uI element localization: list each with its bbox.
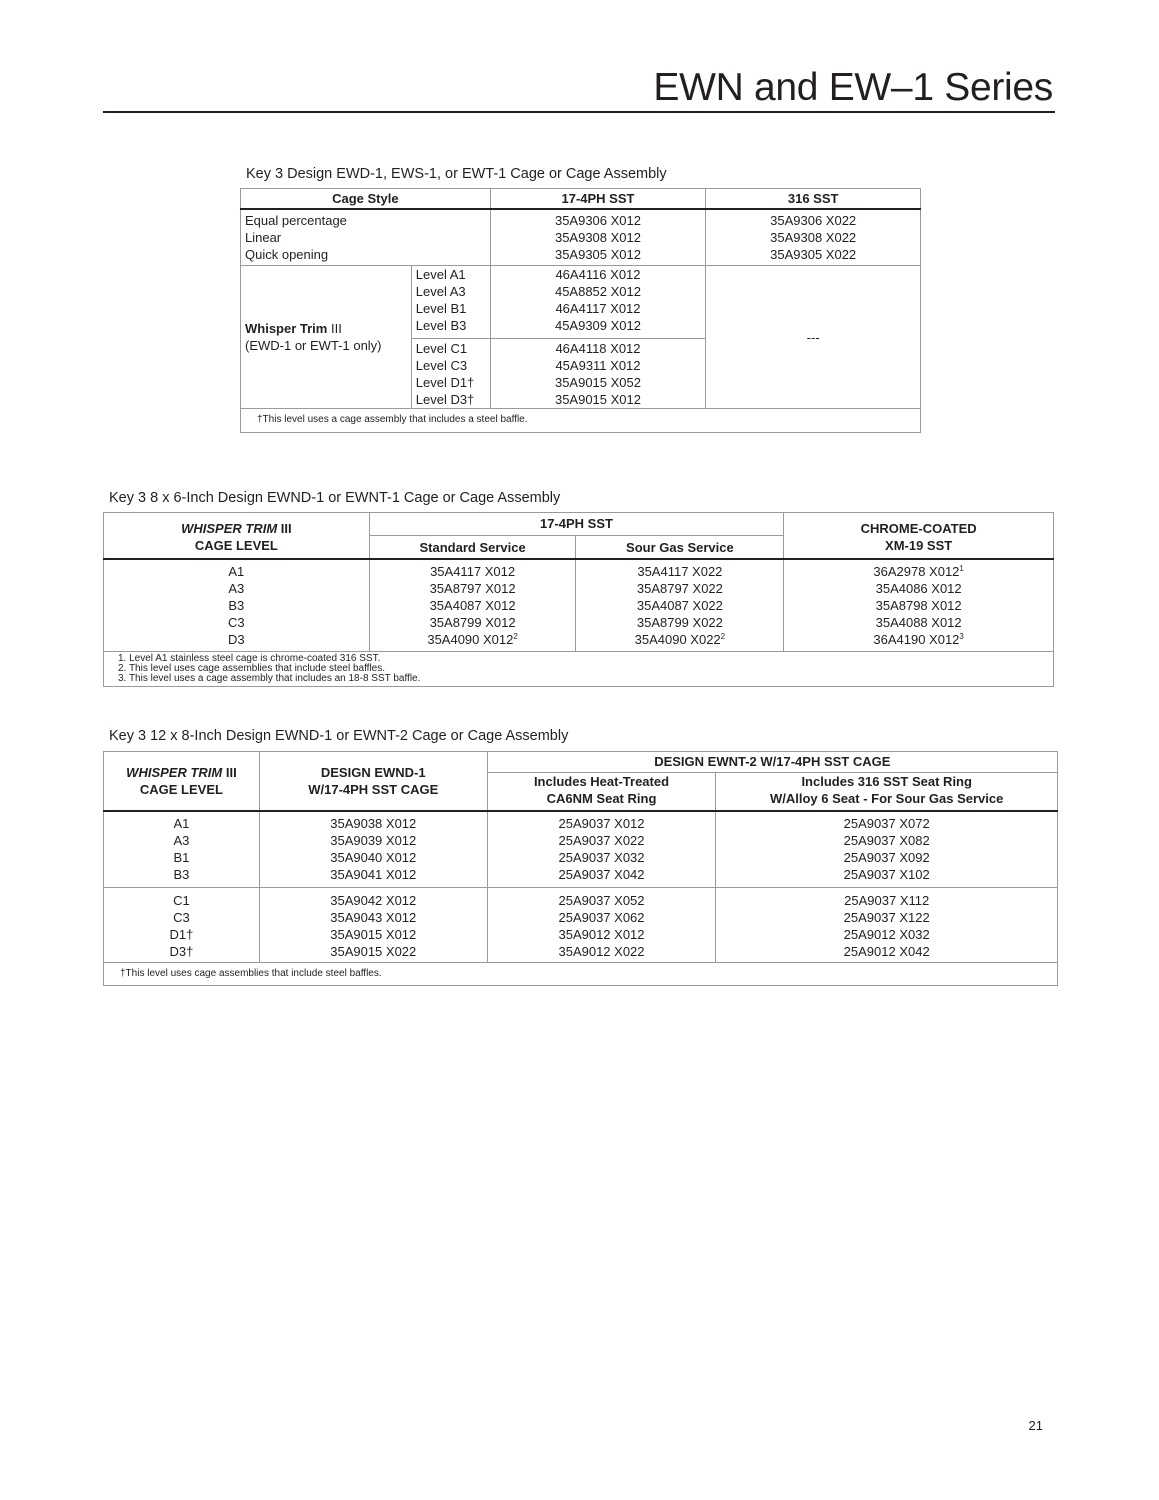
- table2-col-level: [104, 513, 370, 560]
- table1-row-a: 35A9305 X012: [490, 246, 706, 266]
- table3-level: C1: [104, 888, 260, 910]
- table3-ca6nm: 25A9037 X062: [487, 909, 716, 926]
- footnote: 3. This level uses a cage assembly that includes an 18-8 SST baffle.: [118, 673, 421, 684]
- value: 35A4087 X022: [636, 598, 723, 613]
- table3-level: A3: [173, 833, 190, 848]
- table2-std: [369, 614, 576, 631]
- table1-row-b: 35A9308 X022: [706, 229, 921, 246]
- table2-sour: [576, 559, 784, 580]
- table1-level: Level D1†: [415, 375, 475, 390]
- footnote-ref: 2: [720, 632, 726, 641]
- table2-level: C3: [228, 615, 245, 630]
- footnote: 2. This level uses cage assemblies that include steel baffles.: [118, 663, 386, 674]
- table1: [240, 188, 921, 433]
- table3-col-alloy: [716, 773, 1058, 812]
- value: 35A8799 X022: [636, 615, 723, 630]
- table2-level: A1: [228, 564, 245, 579]
- table3-alloy: 25A9037 X072: [716, 811, 1058, 832]
- table1-level-a: 46A4117 X012: [490, 300, 706, 317]
- table1-level-a: 35A9015 X052: [490, 374, 706, 391]
- value: 35A8797 X012: [429, 581, 516, 596]
- whisper-trim-note: (EWD-1 or EWT-1 only): [245, 338, 382, 353]
- table3-alloy: 25A9037 X092: [716, 849, 1058, 866]
- table1-level-a: 35A9015 X012: [490, 391, 706, 409]
- table-row: [104, 866, 1058, 888]
- cage-level-label: CAGE LEVEL: [139, 782, 223, 797]
- table1-header-row: [241, 189, 921, 210]
- table3-ewnd: 35A9038 X012: [259, 811, 487, 832]
- table-row: [104, 888, 1058, 910]
- table1-level: Level B3: [415, 318, 467, 333]
- table1-level: Level C1: [411, 339, 490, 358]
- table1-caption: Key 3 Design EWD-1, EWS-1, or EWT-1 Cage or Cage Assembly: [246, 166, 667, 182]
- table1-note: †This level uses a cage assembly that includes a steel baffle.: [241, 409, 921, 433]
- table3-col-ewnd: [259, 752, 487, 812]
- table2-std: [369, 597, 576, 614]
- table-row: [104, 614, 1054, 631]
- table3-ca6nm: 35A9012 X022: [487, 943, 716, 963]
- value: 36A2978 X012: [873, 564, 960, 579]
- table-row: [241, 266, 921, 284]
- table1-col-316: 316 SST: [706, 189, 921, 210]
- ewnd-cage-label: W/17-4PH SST CAGE: [308, 782, 439, 797]
- table3-col-group: DESIGN EWNT-2 W/17-4PH SST CAGE: [487, 752, 1057, 773]
- table1-level-a: 45A9311 X012: [490, 357, 706, 374]
- table2-sour: [576, 597, 784, 614]
- table-row: [241, 229, 921, 246]
- value: 35A8797 X022: [636, 581, 723, 596]
- table-row: [104, 597, 1054, 614]
- table1-level-a: 46A4118 X012: [490, 339, 706, 358]
- whisper-trim-label: Whisper Trim: [245, 321, 328, 336]
- table3-alloy: 25A9037 X112: [716, 888, 1058, 910]
- xm19-label: XM-19 SST: [885, 537, 953, 553]
- footnote-ref: 2: [513, 632, 518, 641]
- table3-ca6nm: 35A9012 X012: [487, 926, 716, 943]
- value: 35A8798 X012: [875, 598, 962, 613]
- table3-ewnd: 35A9043 X012: [259, 909, 487, 926]
- table1-col-174ph: 17-4PH SST: [490, 189, 706, 210]
- table1-level-a: 46A4116 X012: [490, 266, 706, 284]
- table1-row-style: Equal percentage: [245, 213, 347, 228]
- table2-std: [369, 559, 576, 580]
- heat-treated-label: Includes Heat-Treated: [533, 774, 670, 789]
- table-row: [104, 832, 1058, 849]
- table1-whisper-label: [241, 266, 412, 409]
- table1-dash: ---: [706, 266, 921, 409]
- table1-row-style: Linear: [245, 230, 282, 245]
- table3-ewnd: 35A9015 X022: [259, 943, 487, 963]
- whisper-trim-label: WHISPER TRIM: [181, 520, 278, 536]
- table1-col-cage-style: Cage Style: [241, 189, 491, 210]
- whisper-trim-suffix: III: [222, 765, 237, 780]
- table3-level: D3†: [169, 944, 194, 959]
- table3-level: B3: [173, 867, 190, 882]
- table-row: [241, 246, 921, 266]
- value: 35A4086 X012: [875, 581, 962, 596]
- table2-std: [369, 580, 576, 597]
- table-row: [104, 631, 1054, 652]
- value: 36A4190 X012: [873, 632, 960, 647]
- page-title: EWN and EW–1 Series: [653, 66, 1053, 109]
- table1-level-a: 45A9309 X012: [490, 317, 706, 339]
- table2-col-standard: Standard Service: [369, 536, 576, 560]
- table1-row-b: 35A9306 X022: [706, 209, 921, 229]
- cage-level-label: CAGE LEVEL: [194, 537, 278, 553]
- table3-ewnd: 35A9015 X012: [259, 926, 487, 943]
- whisper-trim-suffix: III: [327, 321, 342, 336]
- table2-notes-row: [104, 652, 1054, 687]
- table1-level: Level A3: [415, 284, 466, 299]
- design-ewnd-label: DESIGN EWND-1: [320, 765, 426, 780]
- table2-col-group: 17-4PH SST: [369, 513, 784, 536]
- table3-alloy: 25A9012 X042: [716, 943, 1058, 963]
- table2-level: B3: [228, 598, 245, 613]
- table-row: [104, 849, 1058, 866]
- table-row: [104, 943, 1058, 963]
- table-row: [104, 580, 1054, 597]
- table2-chrome: [784, 559, 1054, 580]
- chrome-coated-label: CHROME-COATED: [860, 520, 977, 536]
- table1-note-row: [241, 409, 921, 433]
- table3-ca6nm: 25A9037 X022: [487, 832, 716, 849]
- table3-alloy: 25A9037 X102: [716, 866, 1058, 888]
- table3: [103, 751, 1058, 986]
- table3-caption: Key 3 12 x 8-Inch Design EWND-1 or EWNT-2 Cage or Cage Assembly: [109, 728, 569, 744]
- table-row: [104, 909, 1058, 926]
- table2-caption: Key 3 8 x 6-Inch Design EWND-1 or EWNT-1 Cage or Cage Assembly: [109, 490, 561, 506]
- table1-row-style: Quick opening: [245, 247, 329, 262]
- table3-ca6nm: 25A9037 X042: [487, 866, 716, 888]
- table1-level: Level D3†: [415, 392, 475, 407]
- page-number: 21: [1028, 1418, 1043, 1433]
- value: 35A4090 X012: [427, 632, 514, 647]
- table1-level: Level B1: [415, 301, 467, 316]
- table1-row-a: 35A9308 X012: [490, 229, 706, 246]
- table-row: [241, 209, 921, 229]
- table2-level: D3: [228, 632, 245, 647]
- value: 35A4090 X022: [634, 632, 721, 647]
- table2-chrome: [784, 580, 1054, 597]
- table3-level: D1†: [169, 927, 194, 942]
- footnote: 1. Level A1 stainless steel cage is chrome-coated 316 SST.: [118, 653, 381, 664]
- footnote-ref: 1: [959, 564, 964, 573]
- value: 35A4117 X012: [430, 564, 516, 579]
- table3-ca6nm: 25A9037 X012: [487, 811, 716, 832]
- table2-std: [369, 631, 576, 652]
- table1-level: Level A1: [411, 266, 490, 284]
- table1-row-b: 35A9305 X022: [706, 246, 921, 266]
- table3-level: B1: [173, 850, 190, 865]
- table1-row-a: 35A9306 X012: [490, 209, 706, 229]
- table3-col-ca6nm: [487, 773, 716, 812]
- table-row: [104, 559, 1054, 580]
- table-row: [104, 811, 1058, 832]
- table3-ca6nm: 25A9037 X032: [487, 849, 716, 866]
- table2-chrome: [784, 597, 1054, 614]
- table3-level: C3: [173, 910, 190, 925]
- table2-header-row: [104, 513, 1054, 536]
- table3-ewnd: 35A9040 X012: [259, 849, 487, 866]
- value: 35A4087 X012: [429, 598, 516, 613]
- value: 35A4117 X022: [637, 564, 723, 579]
- table3-alloy: 25A9037 X082: [716, 832, 1058, 849]
- value: 35A8799 X012: [429, 615, 516, 630]
- table1-level: Level C3: [415, 358, 468, 373]
- table2: [103, 512, 1054, 687]
- table3-note: †This level uses cage assemblies that include steel baffles.: [104, 963, 1058, 986]
- table2-chrome: [784, 631, 1054, 652]
- alloy6-label: W/Alloy 6 Seat - For Sour Gas Service: [770, 791, 1004, 806]
- table2-level: A3: [228, 581, 245, 596]
- table2-notes: [104, 652, 1054, 687]
- table3-ewnd: 35A9042 X012: [259, 888, 487, 910]
- table3-ca6nm: 25A9037 X052: [487, 888, 716, 910]
- table3-header-row: [104, 752, 1058, 773]
- table2-col-sour: Sour Gas Service: [576, 536, 784, 560]
- table3-col-level: [104, 752, 260, 812]
- table2-col-chrome: [784, 513, 1054, 560]
- table2-sour: [576, 631, 784, 652]
- whisper-trim-label: WHISPER TRIM: [126, 765, 223, 780]
- table3-alloy: 25A9012 X032: [716, 926, 1058, 943]
- ca6nm-label: CA6NM Seat Ring: [546, 791, 657, 806]
- value: 35A4088 X012: [875, 615, 962, 630]
- footnote-ref: 3: [959, 632, 964, 641]
- seat-ring-label: Includes 316 SST Seat Ring: [801, 774, 972, 789]
- table3-level: A1: [173, 816, 190, 831]
- title-rule: [103, 111, 1055, 113]
- table-row: [104, 926, 1058, 943]
- whisper-trim-suffix: III: [277, 520, 292, 536]
- table3-ewnd: 35A9039 X012: [259, 832, 487, 849]
- table3-alloy: 25A9037 X122: [716, 909, 1058, 926]
- table2-sour: [576, 614, 784, 631]
- table1-level-a: 45A8852 X012: [490, 283, 706, 300]
- table2-sour: [576, 580, 784, 597]
- table3-ewnd: 35A9041 X012: [259, 866, 487, 888]
- table2-chrome: [784, 614, 1054, 631]
- table3-note-row: [104, 963, 1058, 986]
